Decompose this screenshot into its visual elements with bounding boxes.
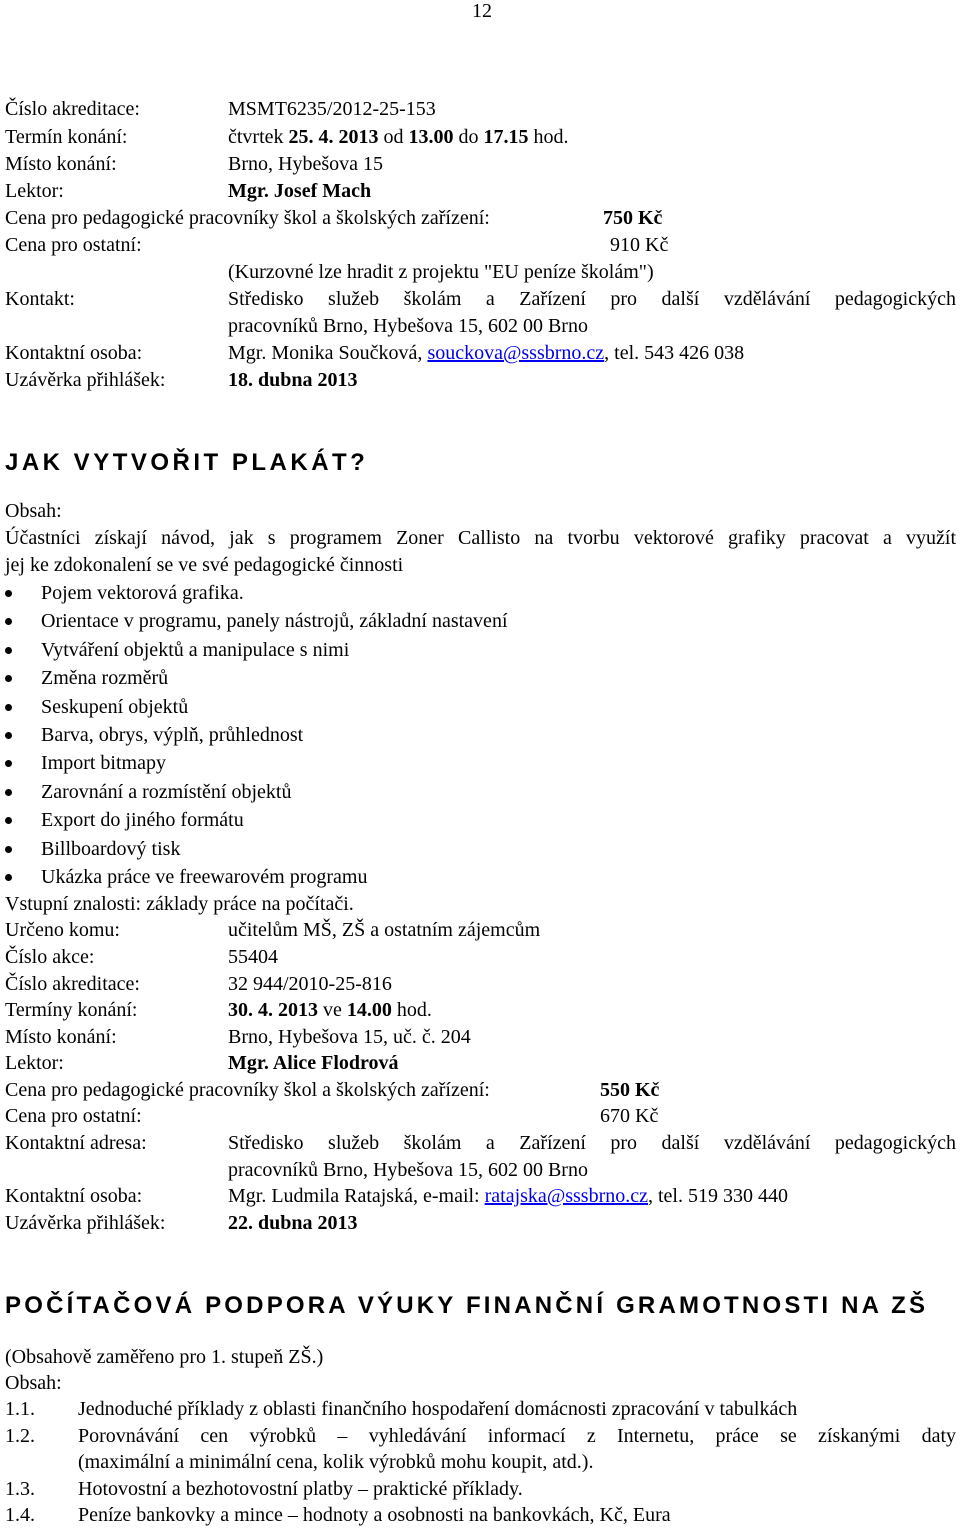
bullet-icon xyxy=(5,675,12,682)
action-label: Číslo akce: xyxy=(5,946,95,968)
price-note: (Kurzovné lze hradit z projektu "EU peníze školám") xyxy=(228,261,654,283)
price-teachers-value: 750 Kč xyxy=(603,207,663,229)
list-item-label: Zarovnání a rozmístění objektů xyxy=(41,781,292,803)
bullet-icon xyxy=(5,760,12,767)
price-teachers-label: Cena pro pedagogické pracovníky škol a školských zařízení: xyxy=(5,207,490,229)
place2-value: Brno, Hybešova 15, uč. č. 204 xyxy=(228,1026,471,1048)
contact-line1: Středisko služeb školám a Zařízení pro další vzdělávání pedagogických xyxy=(228,288,956,310)
list-item-label: Ukázka práce ve freewarovém programu xyxy=(41,866,368,888)
item-number: 1.4. xyxy=(5,1504,35,1526)
price2-teachers-value: 550 Kč xyxy=(600,1079,660,1101)
item-number: 1.1. xyxy=(5,1398,35,1420)
audience-label: Určeno komu: xyxy=(5,919,120,941)
prerequisites: Vstupní znalosti: základy práce na počítači. xyxy=(5,893,354,915)
contact2-person-value: Mgr. Ludmila Ratajská, e-mail: ratajska@sssbrno.cz, tel. 519 330 440 xyxy=(228,1185,788,1207)
content-label: Obsah: xyxy=(5,500,62,522)
bullet-icon xyxy=(5,732,12,739)
accreditation-value: MSMT6235/2012-25-153 xyxy=(228,98,436,120)
item-text: Porovnávání cen výrobků – vyhledávání informací z Internetu, práce se získanými daty xyxy=(78,1425,956,1447)
accreditation2-value: 32 944/2010-25-816 xyxy=(228,973,392,995)
item-number: 1.3. xyxy=(5,1478,35,1500)
contact-person-value: Mgr. Monika Součková, souckova@sssbrno.cz, tel. 543 426 038 xyxy=(228,342,745,364)
lector2-label: Lektor: xyxy=(5,1052,64,1074)
item-text-continued: (maximální a minimální cena, kolik výrobků mohu koupit, atd.). xyxy=(78,1451,594,1473)
contact-line2: pracovníků Brno, Hybešova 15, 602 00 Brno xyxy=(228,315,588,337)
place-label: Místo konání: xyxy=(5,153,117,175)
intro-line1: Účastníci získají návod, jak s programem Zoner Callisto na tvorbu vektorové grafiky pracovat a využít xyxy=(5,527,956,549)
list-item-label: Barva, obrys, výplň, průhlednost xyxy=(41,724,304,746)
dates-value: 30. 4. 2013 ve 14.00 hod. xyxy=(228,999,432,1021)
list-item-label: Billboardový tisk xyxy=(41,838,181,860)
dates-label: Termíny konání: xyxy=(5,999,138,1021)
action-value: 55404 xyxy=(228,946,278,968)
bullet-icon xyxy=(5,647,12,654)
price2-teachers-label: Cena pro pedagogické pracovníky škol a školských zařízení: xyxy=(5,1079,490,1101)
page-number: 12 xyxy=(472,0,492,22)
deadline2-label: Uzávěrka přihlášek: xyxy=(5,1212,166,1234)
bullet-icon xyxy=(5,874,12,881)
section-heading-plakat: JAK VYTVOŘIT PLAKÁT? xyxy=(5,449,369,476)
list-item-label: Pojem vektorová grafika. xyxy=(41,582,244,604)
bullet-icon xyxy=(5,618,12,625)
email-link-2[interactable]: ratajska@sssbrno.cz xyxy=(484,1185,648,1207)
place2-label: Místo konání: xyxy=(5,1026,117,1048)
bullet-icon xyxy=(5,590,12,597)
contact2-label: Kontaktní adresa: xyxy=(5,1132,147,1154)
intro-line2: jej ke zdokonalení se ve své pedagogické činnosti xyxy=(5,554,404,576)
contact-person-label: Kontaktní osoba: xyxy=(5,342,143,364)
email-link[interactable]: souckova@sssbrno.cz xyxy=(427,342,605,364)
content3-label: Obsah: xyxy=(5,1372,62,1394)
lector-label: Lektor: xyxy=(5,180,64,202)
list-item-label: Seskupení objektů xyxy=(41,696,189,718)
list-item-label: Vytváření objektů a manipulace s nimi xyxy=(41,639,350,661)
item-text: Peníze bankovky a mince – hodnoty a osobnosti na bankovkách, Kč, Eura xyxy=(78,1504,671,1526)
price-other-label: Cena pro ostatní: xyxy=(5,234,142,256)
audience-value: učitelům MŠ, ZŠ a ostatním zájemcům xyxy=(228,919,541,941)
bullet-icon xyxy=(5,704,12,711)
price2-other-label: Cena pro ostatní: xyxy=(5,1105,142,1127)
bullet-icon xyxy=(5,846,12,853)
deadline2-value: 22. dubna 2013 xyxy=(228,1212,358,1234)
date-value: čtvrtek 25. 4. 2013 od 13.00 do 17.15 hod. xyxy=(228,126,569,148)
list-item-label: Import bitmapy xyxy=(41,752,166,774)
deadline-label: Uzávěrka přihlášek: xyxy=(5,369,166,391)
list-item-label: Export do jiného formátu xyxy=(41,809,244,831)
item-number: 1.2. xyxy=(5,1425,35,1447)
date-label: Termín konání: xyxy=(5,126,128,148)
deadline-value: 18. dubna 2013 xyxy=(228,369,358,391)
list-item-label: Orientace v programu, panely nástrojů, základní nastavení xyxy=(41,610,508,632)
contact2-line1: Středisko služeb školám a Zařízení pro další vzdělávání pedagogických xyxy=(228,1132,956,1154)
contact2-line2: pracovníků Brno, Hybešova 15, 602 00 Brno xyxy=(228,1159,588,1181)
contact-label: Kontakt: xyxy=(5,288,75,310)
list-item-label: Změna rozměrů xyxy=(41,667,169,689)
section-heading-financni: POČÍTAČOVÁ PODPORA VÝUKY FINANČNÍ GRAMOTNOSTI NA ZŠ xyxy=(5,1292,929,1319)
price2-other-value: 670 Kč xyxy=(600,1105,659,1127)
bullet-icon xyxy=(5,817,12,824)
contact2-person-label: Kontaktní osoba: xyxy=(5,1185,143,1207)
item-text: Hotovostní a bezhotovostní platby – praktické příklady. xyxy=(78,1478,523,1500)
bullet-icon xyxy=(5,789,12,796)
focus-note: (Obsahově zaměřeno pro 1. stupeň ZŠ.) xyxy=(5,1346,324,1368)
accreditation-label: Číslo akreditace: xyxy=(5,98,140,120)
place-value: Brno, Hybešova 15 xyxy=(228,153,383,175)
item-text: Jednoduché příklady z oblasti finančního hospodaření domácnosti zpracování v tabulkách xyxy=(78,1398,798,1420)
price-other-value: 910 Kč xyxy=(610,234,669,256)
accreditation2-label: Číslo akreditace: xyxy=(5,973,140,995)
lector-value: Mgr. Josef Mach xyxy=(228,180,372,202)
lector2-value: Mgr. Alice Flodrová xyxy=(228,1052,399,1074)
